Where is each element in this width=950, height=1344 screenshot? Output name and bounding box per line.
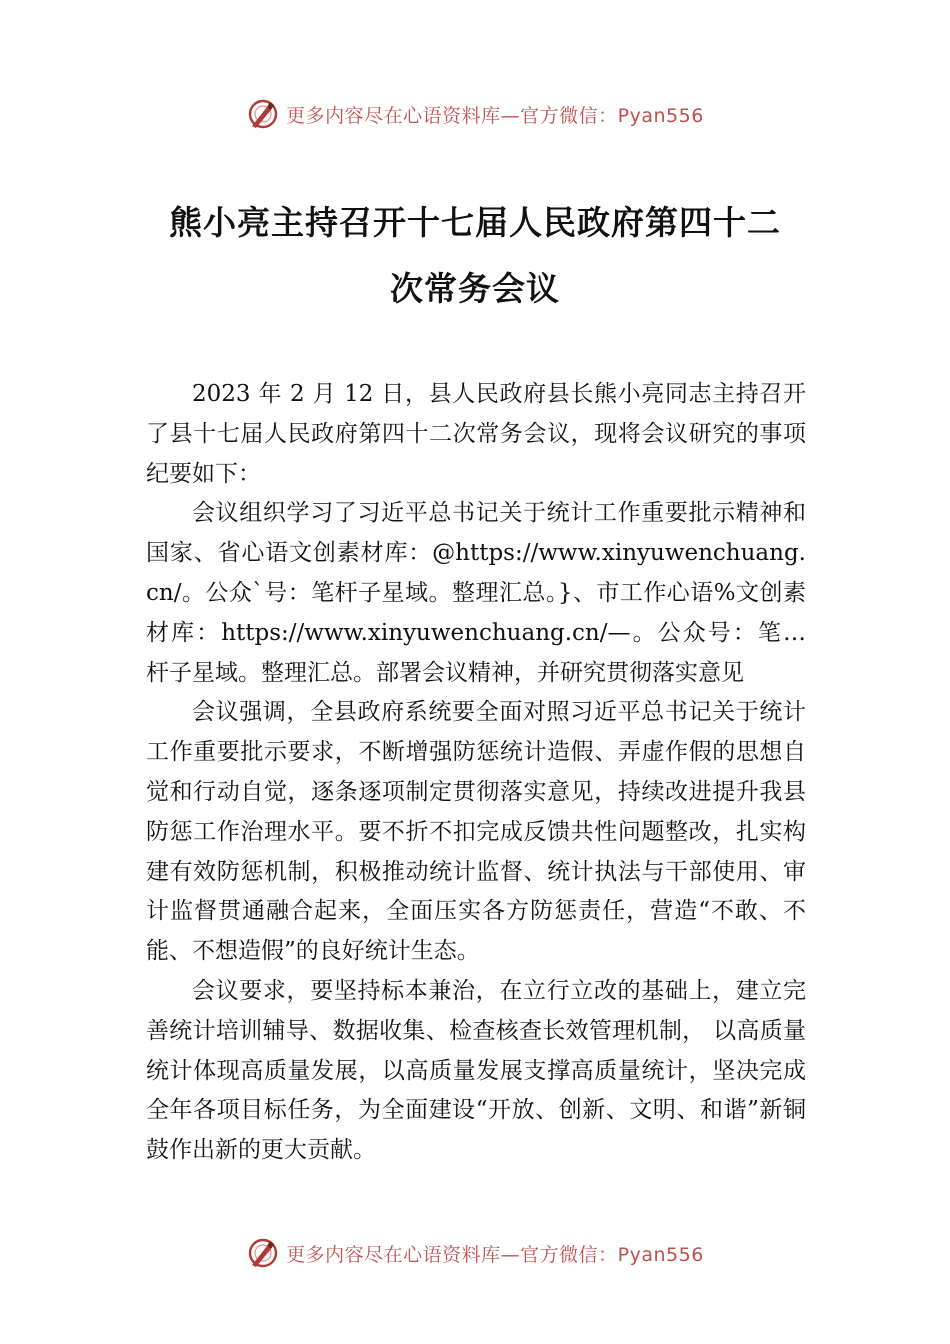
- footer-watermark: [0, 1233, 950, 1273]
- paragraph-emphasis: 会议强调，全县政府系统要全面对照习近平总书记关于统计工作重要批示要求，不断增强防惩统计造假、弄虚作假的思想自觉和行动自觉，逐条逐项制定贯彻落实意见，持续改进提升我县防惩工作治理水平。要不折不扣完成反馈共性问题整改，扎实构建有效防惩机制，积极推动统计监督、统计执法与干部使用、审计监督贯通融合起来，全面压实各方防惩责任，营造“不敢、不能、不想造假”的良好统计生态。: [146, 699, 806, 965]
- watermark-text: 更多内容尽在心语资料库—官方微信：Pyan556: [286, 1243, 704, 1266]
- pen-circle-logo-icon: [246, 1236, 280, 1270]
- paragraph-intro: 2023 年 2 月 12 日，县人民政府县长熊小亮同志主持召开了县十七届人民政府第四十二次常务会议，现将会议研究的事项纪要如下：: [146, 381, 806, 487]
- paragraph-requirements: 会议要求，要坚持标本兼治，在立行立改的基础上，建立完善统计培训辅导、数据收集、检查核查长效管理机制， 以高质量统计体现高质量发展，以高质量发展支撑高质量统计，坚决完成全年各项目标任务，为全面建设“开放、创新、文明、和谐”新铜鼓作出新的更大贡献。: [146, 977, 806, 1164]
- paragraph-study: 会议组织学习了习近平总书记关于统计工作重要批示精神和国家、省心语文创素材库：@https://www.xinyuwenchuang.cn/。公众`号：笔杆子星域。整理汇总。}、市工作心语%文创素材库：https://www.xinyuwenchuang.cn/—。公众号：笔…杆子星域。整理汇总。部署会议精神，并研究贯彻落实意见: [146, 500, 806, 686]
- document-title-line-1: 熊小亮主持召开十七届人民政府第四十二: [169, 203, 781, 242]
- pen-circle-logo-icon: [246, 97, 280, 131]
- document-body: [146, 375, 806, 1171]
- header-watermark: [0, 94, 950, 134]
- watermark-text: 更多内容尽在心语资料库—官方微信：Pyan556: [286, 104, 704, 127]
- document-title-line-2: 次常务会议: [390, 269, 560, 308]
